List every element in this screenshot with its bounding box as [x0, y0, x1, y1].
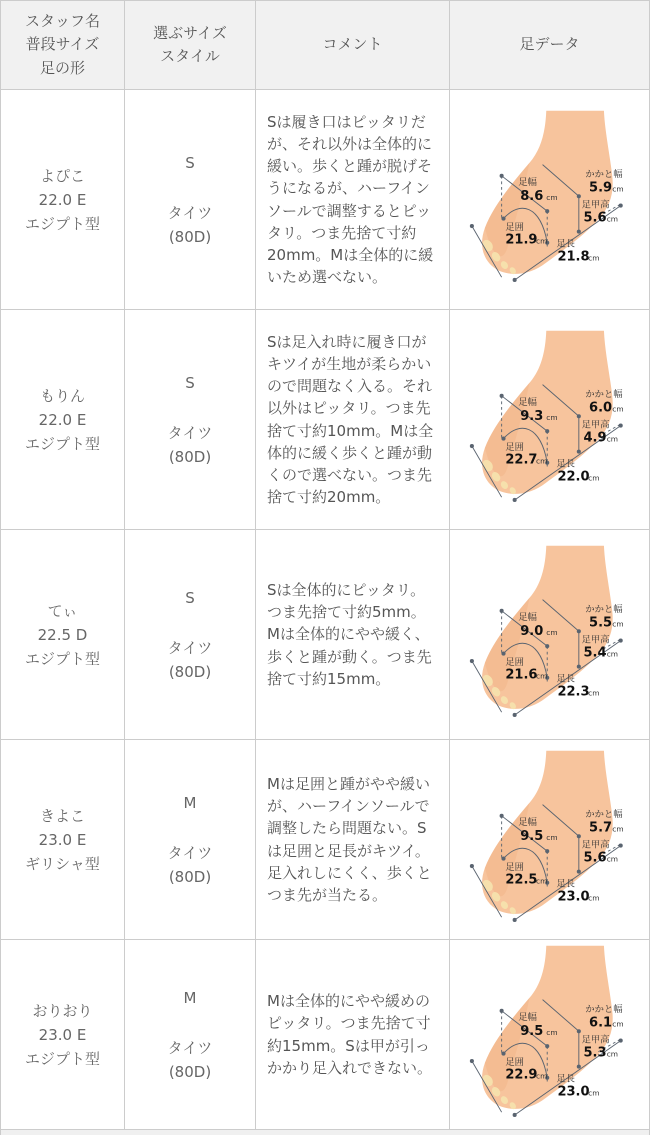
foot-width-label: 足幅: [517, 176, 537, 188]
chosen-denier: (80D): [168, 662, 212, 681]
header-staff-line: 足の形: [39, 58, 85, 77]
chosen-style: タイツ: [167, 638, 213, 657]
staff-name: おりおり: [32, 1001, 93, 1020]
heel-width-unit: cm: [611, 184, 624, 194]
staff-cell: [1, 310, 125, 529]
table-row: [1, 90, 649, 310]
instep-height-value: 5.6: [582, 849, 607, 865]
circumference-value: 22.7: [504, 452, 537, 468]
header-chosen-size-line: 選ぶサイズ: [153, 23, 227, 42]
staff-name: もりん: [39, 386, 85, 405]
foot-length-unit: cm: [587, 1087, 599, 1097]
foot-width-value: 9.5: [519, 1023, 543, 1039]
foot-length-unit: cm: [587, 892, 599, 902]
foot-length-unit: cm: [587, 687, 599, 697]
foot-data-cell: [450, 90, 649, 309]
chosen-denier: (80D): [168, 867, 212, 886]
header-staff-line: 普段サイズ: [25, 35, 100, 54]
heel-width-value: 6.0: [588, 400, 612, 416]
comment-text: Mは全体的にやや緩めのピッタリ。つま先捨て寸約15mm。Sは甲が引っかかり足入れできない。: [267, 992, 433, 1077]
chosen-denier: (80D): [168, 227, 212, 246]
comment-cell: [256, 530, 450, 739]
staff-usual-size: 23.0 E: [38, 830, 87, 849]
circumference-unit: cm: [535, 876, 547, 886]
comment-cell: [256, 940, 450, 1129]
staff-name: よぴこ: [39, 166, 85, 185]
staff-usual-size: 23.0 E: [38, 1025, 87, 1044]
foot-diagram: [453, 327, 647, 513]
chosen-size: M: [183, 793, 197, 812]
staff-usual-size: 22.0 E: [38, 410, 87, 429]
heel-width-label: かかと幅: [584, 603, 623, 615]
heel-width-value: 5.7: [588, 820, 612, 836]
foot-diagram: [453, 747, 647, 933]
chosen-style: タイツ: [167, 1038, 213, 1057]
heel-width-unit: cm: [611, 1019, 624, 1029]
heel-width-value: 5.9: [588, 180, 612, 196]
foot-length-unit: cm: [587, 252, 599, 262]
heel-width-value: 6.1: [588, 1015, 612, 1031]
foot-diagram: [453, 107, 647, 293]
foot-length-label: 足長: [556, 458, 575, 469]
circumference-label: 足囲: [504, 656, 524, 668]
comment-cell: [256, 90, 450, 309]
staff-name: きよこ: [39, 806, 85, 825]
foot-width-value: 9.0: [519, 623, 543, 639]
staff-usual-size: 22.5 D: [37, 625, 88, 644]
circumference-unit: cm: [535, 456, 547, 466]
staff-foot-shape: ギリシャ型: [25, 854, 100, 873]
foot-width-unit: cm: [545, 832, 558, 842]
table-row: [1, 940, 649, 1130]
foot-diagram: [453, 942, 647, 1128]
foot-length-label: 足長: [556, 878, 575, 889]
foot-data-cell: [450, 310, 649, 529]
chosen-style: タイツ: [167, 423, 213, 442]
foot-length-value: 23.0: [556, 1083, 590, 1099]
instep-height-value: 5.3: [582, 1044, 607, 1060]
instep-height-value: 4.9: [582, 429, 607, 445]
staff-foot-shape: エジプト型: [24, 434, 100, 453]
header-comment-label: コメント: [322, 35, 383, 54]
circumference-value: 21.6: [504, 667, 537, 683]
staff-usual-size: 22.0 E: [38, 190, 87, 209]
header-chosen-size-line: スタイル: [160, 47, 220, 65]
staff-cell: [1, 740, 125, 939]
foot-width-unit: cm: [545, 627, 558, 637]
instep-height-unit: cm: [606, 213, 618, 223]
staff-foot-shape: エジプト型: [24, 1049, 100, 1068]
staff-foot-shape: エジプト型: [24, 649, 100, 668]
instep-height-unit: cm: [606, 433, 618, 443]
chosen-size: S: [185, 373, 195, 392]
foot-width-label: 足幅: [517, 816, 537, 828]
heel-width-label: かかと幅: [584, 168, 623, 180]
foot-data-cell: [450, 740, 649, 939]
foot-width-value: 8.6: [519, 188, 543, 204]
foot-length-value: 23.0: [556, 888, 590, 904]
heel-width-label: かかと幅: [584, 388, 623, 400]
table-row: [1, 530, 649, 740]
chosen-style: タイツ: [167, 203, 213, 222]
foot-data-cell: [450, 940, 649, 1129]
instep-height-unit: cm: [606, 853, 618, 863]
heel-width-unit: cm: [611, 619, 624, 629]
circumference-label: 足囲: [504, 1056, 524, 1068]
circumference-label: 足囲: [504, 221, 524, 233]
header-foot-data: [450, 1, 649, 89]
chosen-size: S: [185, 153, 195, 172]
staff-cell: [1, 530, 125, 739]
circumference-label: 足囲: [504, 441, 524, 453]
chosen-size-cell: [125, 90, 256, 309]
next-section-edge: [0, 1130, 650, 1135]
foot-width-value: 9.5: [519, 828, 543, 844]
circumference-value: 22.5: [504, 872, 537, 888]
circumference-label: 足囲: [504, 861, 524, 873]
table-row: [1, 740, 649, 940]
foot-length-value: 22.3: [556, 683, 590, 699]
comment-cell: [256, 310, 450, 529]
staff-name: てぃ: [47, 601, 78, 620]
chosen-size-cell: [125, 310, 256, 529]
staff-foot-shape: エジプト型: [24, 214, 100, 233]
instep-height-unit: cm: [606, 1048, 618, 1058]
chosen-size-cell: [125, 740, 256, 939]
header-staff: [1, 1, 125, 89]
foot-width-label: 足幅: [517, 396, 537, 408]
heel-width-label: かかと幅: [584, 808, 623, 820]
instep-height-label: 足甲高: [581, 198, 610, 210]
foot-diagram: [453, 542, 647, 728]
circumference-unit: cm: [535, 671, 547, 681]
header-comment: [256, 1, 450, 89]
header-staff-line: スタッフ名: [24, 12, 100, 31]
chosen-size: S: [185, 588, 195, 607]
foot-length-value: 21.8: [556, 248, 590, 264]
comment-text: Sは全体的にピッタリ。つま先捨て寸約5mm。Mは全体的にやや緩く、歩くと踵が動く。つま先捨て寸約15mm。: [267, 581, 432, 688]
heel-width-label: かかと幅: [584, 1003, 623, 1015]
foot-width-label: 足幅: [517, 1011, 537, 1023]
instep-height-label: 足甲高: [581, 418, 610, 430]
instep-height-label: 足甲高: [581, 1033, 610, 1045]
table-row: [1, 310, 649, 530]
header-foot-data-label: 足データ: [519, 35, 580, 54]
chosen-size-cell: [125, 530, 256, 739]
staff-cell: [1, 940, 125, 1129]
instep-height-value: 5.6: [582, 209, 607, 225]
comment-text: Sは履き口はピッタリだが、それ以外は全体的に緩い。歩くと踵が脱げそうになるが、ハーフインソールで調整するとピッタリ。つま先捨て寸約20mm。Mは全体的に緩いため選べない。: [267, 113, 434, 286]
chosen-denier: (80D): [168, 447, 212, 466]
foot-length-label: 足長: [556, 238, 575, 250]
instep-height-label: 足甲高: [581, 838, 610, 850]
foot-width-label: 足幅: [517, 611, 537, 623]
circumference-unit: cm: [535, 236, 547, 246]
chosen-style: タイツ: [167, 843, 213, 862]
foot-data-cell: [450, 530, 649, 739]
circumference-unit: cm: [535, 1071, 547, 1081]
foot-width-value: 9.3: [519, 408, 543, 424]
instep-height-unit: cm: [606, 648, 618, 658]
chosen-size-cell: [125, 940, 256, 1129]
heel-width-unit: cm: [611, 404, 624, 414]
circumference-value: 21.9: [504, 232, 537, 248]
circumference-value: 22.9: [504, 1067, 537, 1083]
foot-width-unit: cm: [545, 412, 558, 422]
heel-width-value: 5.5: [588, 615, 612, 631]
staff-cell: [1, 90, 125, 309]
foot-length-value: 22.0: [556, 468, 590, 484]
heel-width-unit: cm: [611, 824, 624, 834]
comment-text: Sは足入れ時に履き口がキツイが生地が柔らかいので問題なく入る。それ以外はピッタリ。つま先捨て寸約10mm。Mは全体的に緩く歩くと踵が動くので選べない。つま先捨て寸約20mm。: [267, 333, 434, 506]
chosen-size: M: [183, 988, 197, 1007]
chosen-denier: (80D): [168, 1062, 212, 1081]
foot-width-unit: cm: [545, 192, 558, 202]
foot-length-label: 足長: [556, 1073, 575, 1084]
comment-cell: [256, 740, 450, 939]
foot-length-label: 足長: [556, 673, 575, 684]
table-header-row: [1, 1, 649, 90]
foot-length-unit: cm: [587, 472, 599, 482]
instep-height-label: 足甲高: [581, 633, 610, 645]
instep-height-value: 5.4: [582, 644, 607, 660]
header-chosen-size: [125, 1, 256, 89]
comment-text: Mは足囲と踵がやや緩いが、ハーフインソールで調整したら問題ない。Sは足囲と足長がキツイ。足入れしにくく、歩くとつま先が当たる。: [267, 775, 432, 904]
foot-width-unit: cm: [545, 1027, 558, 1037]
